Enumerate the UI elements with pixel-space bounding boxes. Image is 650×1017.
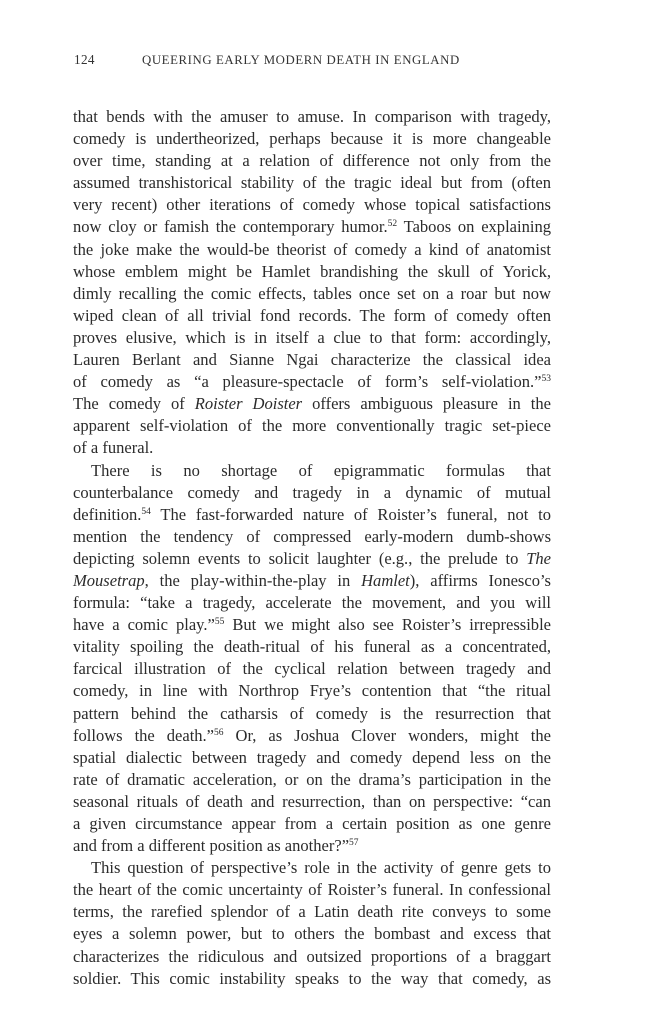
text-line (73, 879, 551, 901)
text-line (73, 857, 551, 879)
text-line (73, 371, 551, 393)
footnote-marker: 57 (349, 838, 359, 849)
footnote-marker: 52 (387, 219, 398, 230)
running-head (74, 52, 554, 68)
text-line (73, 393, 551, 415)
text-line (73, 504, 551, 526)
text-line (73, 482, 551, 504)
text-segment: of a funeral. (73, 438, 154, 458)
text-segment: There is no shortage of epigrammatic formulas that (91, 460, 551, 480)
text-line (73, 835, 551, 857)
text-segment: vitality spoiling the death-ritual of his funeral as a concentrated, (73, 637, 551, 657)
text-segment: apparent self-violation of the more conventionally tragic set-piece (73, 416, 551, 436)
italic-text: Roister Doister (194, 394, 303, 414)
italic-text: Hamlet (361, 570, 410, 590)
text-line (73, 680, 551, 702)
text-line (73, 239, 551, 261)
text-segment: now cloy or famish the contemporary humor. (73, 217, 388, 237)
text-segment: counterbalance comedy and tragedy in a dynamic of mutual (73, 482, 551, 502)
text-line (73, 747, 551, 769)
text-segment: have a comic play.” (73, 615, 215, 635)
text-line (73, 703, 551, 725)
text-line (73, 636, 551, 658)
text-line (73, 946, 551, 968)
text-line (73, 725, 551, 747)
text-line (73, 261, 551, 283)
text-segment: eyes a solemn power, but to others the bombast and excess that (73, 924, 551, 944)
text-segment: follows the death.” (73, 725, 215, 745)
text-segment: comedy, in line with Northrop Frye’s contention that “the ritual (73, 681, 551, 701)
text-segment: dimly recalling the comic effects, tables once set on a roar but now (73, 283, 551, 303)
text-line (73, 106, 551, 128)
text-line (73, 901, 551, 923)
page-number: 124 (74, 52, 95, 67)
text-line (73, 813, 551, 835)
text-segment: a given circumstance appear from a certain position as one genre (73, 814, 551, 833)
text-segment: offers ambiguous pleasure in the (302, 394, 552, 414)
text-line (73, 194, 551, 216)
text-line (73, 128, 551, 150)
text-line (73, 327, 551, 349)
text-line (73, 614, 551, 636)
text-line (73, 283, 551, 305)
text-segment: that bends with the amuser to amuse. In comparison with tragedy, (73, 107, 551, 126)
italic-text: Mousetrap (73, 570, 145, 590)
text-segment: This question of perspective’s role in the activity of genre gets to (91, 858, 551, 878)
text-line (73, 923, 551, 945)
text-segment: farcical illustration of the cyclical relation between tragedy and (73, 659, 551, 679)
text-segment: , the play-within-the-play in (144, 570, 362, 590)
text-line (73, 548, 551, 570)
text-line (73, 791, 551, 813)
text-line (73, 216, 551, 238)
text-segment: The comedy of (73, 394, 195, 414)
text-segment: whose emblem might be Hamlet brandishing the skull of Yorick, (73, 261, 551, 281)
footnote-marker: 55 (214, 617, 225, 628)
text-segment: seasonal rituals of death and resurrection, than on perspective: “can (73, 791, 551, 811)
text-segment: proves elusive, which is in itself a clue to that form: accordingly, (73, 327, 551, 347)
text-segment: comedy is undertheorized, perhaps because it is more changeable (73, 129, 551, 149)
text-segment: soldier. This comic instability speaks to the way that comedy, as (73, 968, 551, 988)
footnote-marker: 54 (141, 506, 151, 517)
text-line (73, 658, 551, 680)
text-line (73, 150, 551, 172)
text-segment: of comedy as “a pleasure-spectacle of form’s self-violation.” (73, 372, 542, 392)
footnote-marker: 53 (541, 374, 551, 385)
text-segment: definition. (73, 504, 142, 524)
body-text (73, 106, 551, 990)
text-line (73, 968, 551, 990)
running-title: QUEERING EARLY MODERN DEATH IN ENGLAND (142, 53, 460, 67)
text-segment: ), affirms Ionesco’s (409, 570, 551, 590)
text-segment: the heart of the comic uncertainty of Roister’s funeral. In confessional (73, 880, 551, 900)
footnote-marker: 56 (214, 727, 224, 738)
text-segment: the joke make the would-be theorist of comedy a kind of anatomist (73, 239, 551, 259)
text-segment: spatial dialectic between tragedy and comedy depend less on the (73, 747, 551, 767)
text-line (73, 415, 551, 437)
text-segment: rate of dramatic acceleration, or on the drama’s participation in the (73, 769, 551, 789)
text-segment: characterizes the ridiculous and outsized proportions of a braggart (73, 946, 551, 966)
text-line (73, 305, 551, 327)
text-segment: depicting solemn events to solicit laughter (e.g., the prelude to (73, 548, 527, 568)
text-segment: wiped clean of all trivial fond records. The form of comedy often (73, 305, 551, 325)
text-line (73, 460, 551, 482)
text-line (73, 570, 551, 592)
text-line (73, 172, 551, 194)
text-segment: Or, as Joshua Clover wonders, might the (223, 725, 551, 745)
italic-text: The (526, 548, 551, 568)
text-segment: pattern behind the catharsis of comedy is the resurrection that (73, 703, 551, 723)
text-segment: Taboos on explaining (397, 217, 551, 237)
text-line (73, 592, 551, 614)
text-segment: terms, the rarefied splendor of a Latin death rite conveys to some (73, 902, 551, 922)
text-segment: over time, standing at a relation of difference not only from the (73, 151, 551, 171)
text-segment: assumed transhistorical stability of the tragic ideal but from (often (73, 173, 551, 193)
text-segment: mention the tendency of compressed early-modern dumb-shows (73, 526, 551, 546)
text-line (73, 769, 551, 791)
text-segment: The fast-forwarded nature of Roister’s funeral, not to (150, 504, 551, 524)
text-line (73, 526, 551, 548)
text-segment: formula: “take a tragedy, accelerate the movement, and you will (73, 593, 551, 613)
text-segment: Lauren Berlant and Sianne Ngai characterize the classical idea (73, 350, 551, 370)
text-segment: But we might also see Roister’s irrepressible (224, 615, 552, 635)
text-segment: very recent) other iterations of comedy whose topical satisfactions (73, 195, 551, 215)
text-line (73, 349, 551, 371)
text-segment: and from a different position as another?” (73, 836, 350, 856)
text-line (73, 437, 551, 459)
